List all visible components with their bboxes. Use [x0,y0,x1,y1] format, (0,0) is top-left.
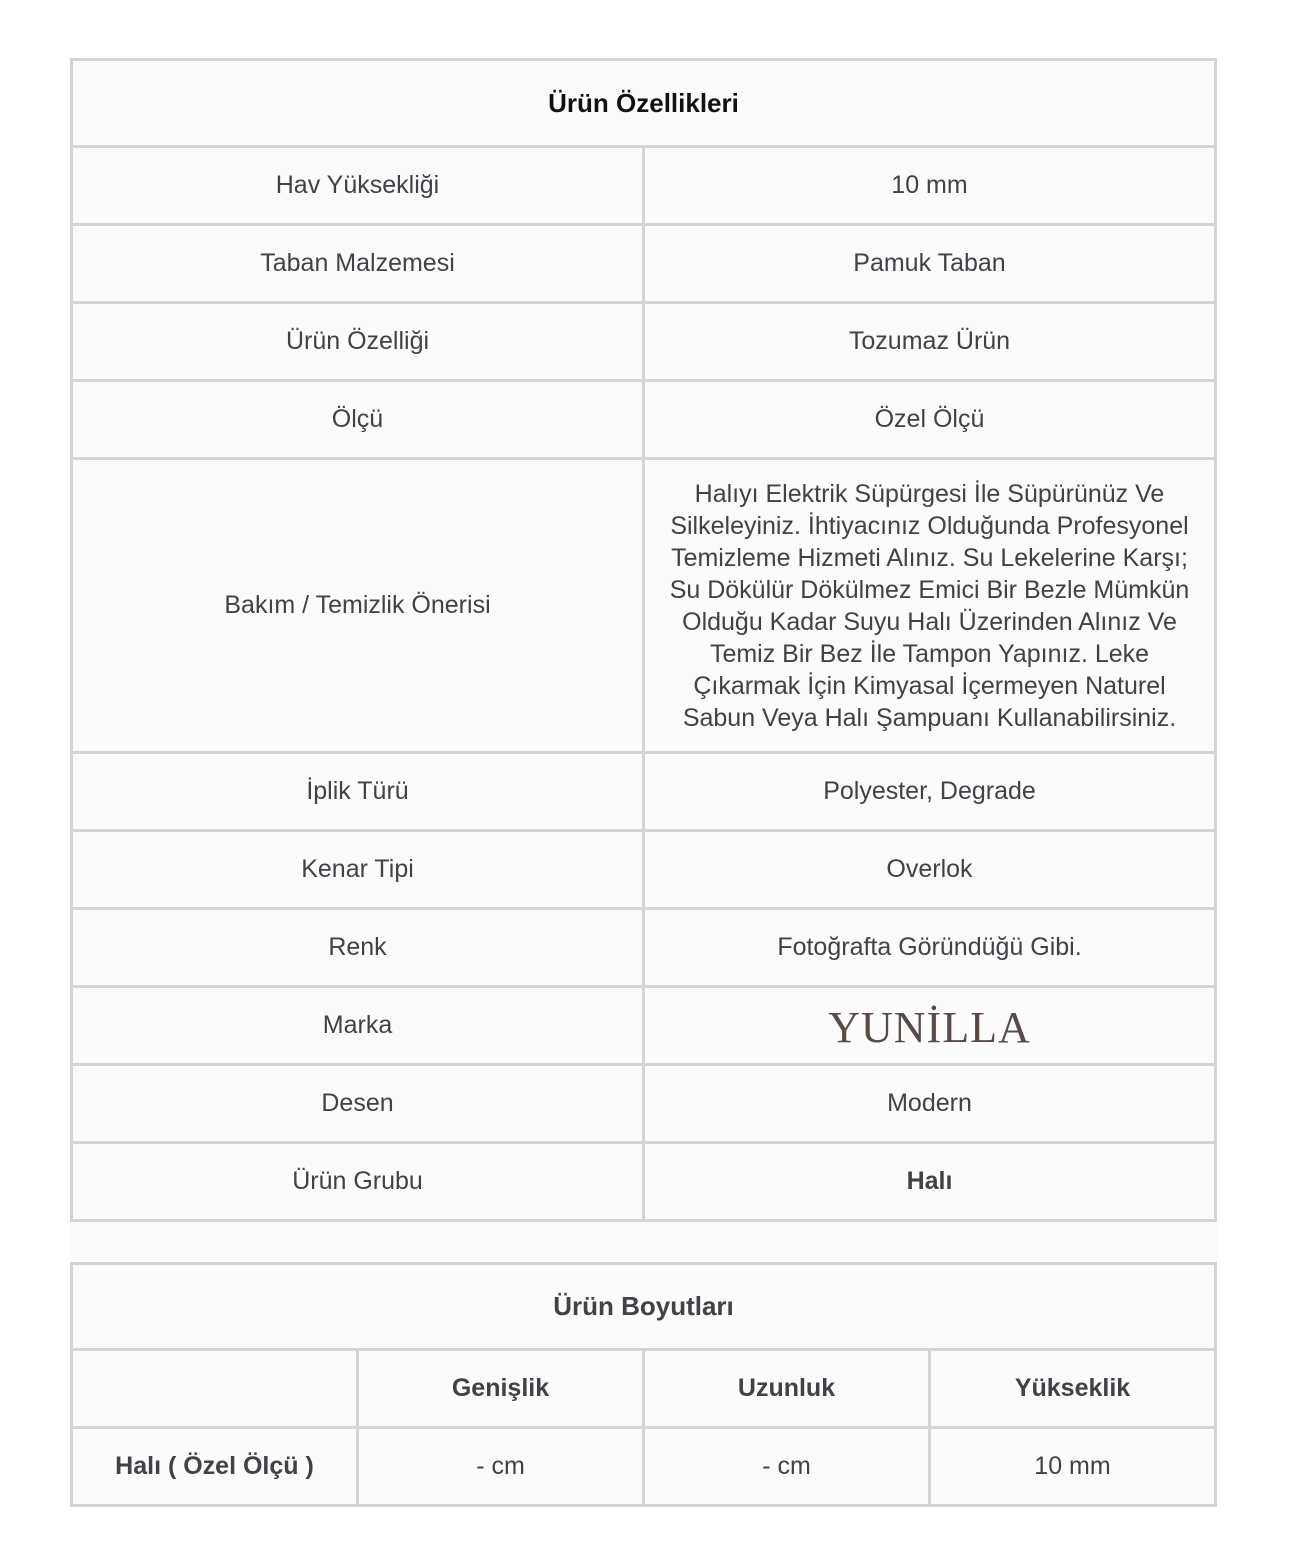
property-label: Desen [72,1065,644,1143]
table-row [72,909,1216,987]
table-row [72,1065,1216,1143]
properties-title: Ürün Özellikleri [72,60,1216,147]
brand-cell [644,987,1216,1065]
property-label: Ürün Grubu [72,1143,644,1221]
table-row [72,753,1216,831]
table-row [72,303,1216,381]
care-instructions-value: Halıyı Elektrik Süpürgesi İle Süpürünüz Ve Silkeleyiniz. İhtiyacınız Olduğunda Profesyonel Temizleme Hizmeti Alınız. Su Lekelerine Karşı; Su Dökülür Dökülmez Emici Bir Bezle Mümkün Olduğu Kadar Suyu Halı Üzerinden Alınız Ve Temiz Bir Bez İle Tampon Yapınız. Leke Çıkarmak İçin Kimyasal İçermeyen Naturel Sabun Veya Halı Şampuanı Kullanabilirsiniz. [644,459,1216,753]
section-divider [70,1222,1217,1262]
property-label: Ölçü [72,381,644,459]
width-value: - cm [358,1428,644,1506]
product-info-panel [70,58,1217,1507]
dimensions-title: Ürün Boyutları [72,1264,1216,1350]
property-label: Hav Yüksekliği [72,147,644,225]
table-row [72,225,1216,303]
table-row [72,831,1216,909]
property-value: Fotoğrafta Göründüğü Gibi. [644,909,1216,987]
column-header-width: Genişlik [358,1350,644,1428]
column-header-empty [72,1350,358,1428]
property-label: İplik Türü [72,753,644,831]
table-header-row [72,1350,1216,1428]
brand-logo: YUNİLLA [828,1002,1031,1052]
property-value: Modern [644,1065,1216,1143]
property-value: Özel Ölçü [644,381,1216,459]
table-row [72,987,1216,1065]
property-value: Overlok [644,831,1216,909]
product-properties-table [70,58,1217,1222]
column-header-length: Uzunluk [644,1350,930,1428]
property-label: Renk [72,909,644,987]
property-label: Marka [72,987,644,1065]
property-label: Ürün Özelliği [72,303,644,381]
table-row [72,381,1216,459]
property-label: Bakım / Temizlik Önerisi [72,459,644,753]
property-value: Halı [644,1143,1216,1221]
property-value: 10 mm [644,147,1216,225]
table-row [72,1428,1216,1506]
property-value: Tozumaz Ürün [644,303,1216,381]
height-value: 10 mm [930,1428,1216,1506]
property-label: Kenar Tipi [72,831,644,909]
property-value: Polyester, Degrade [644,753,1216,831]
table-row [72,459,1216,753]
property-value: Pamuk Taban [644,225,1216,303]
property-label: Taban Malzemesi [72,225,644,303]
product-dimensions-table [70,1262,1217,1507]
table-row [72,147,1216,225]
length-value: - cm [644,1428,930,1506]
row-label: Halı ( Özel Ölçü ) [72,1428,358,1506]
table-row [72,1143,1216,1221]
column-header-height: Yükseklik [930,1350,1216,1428]
